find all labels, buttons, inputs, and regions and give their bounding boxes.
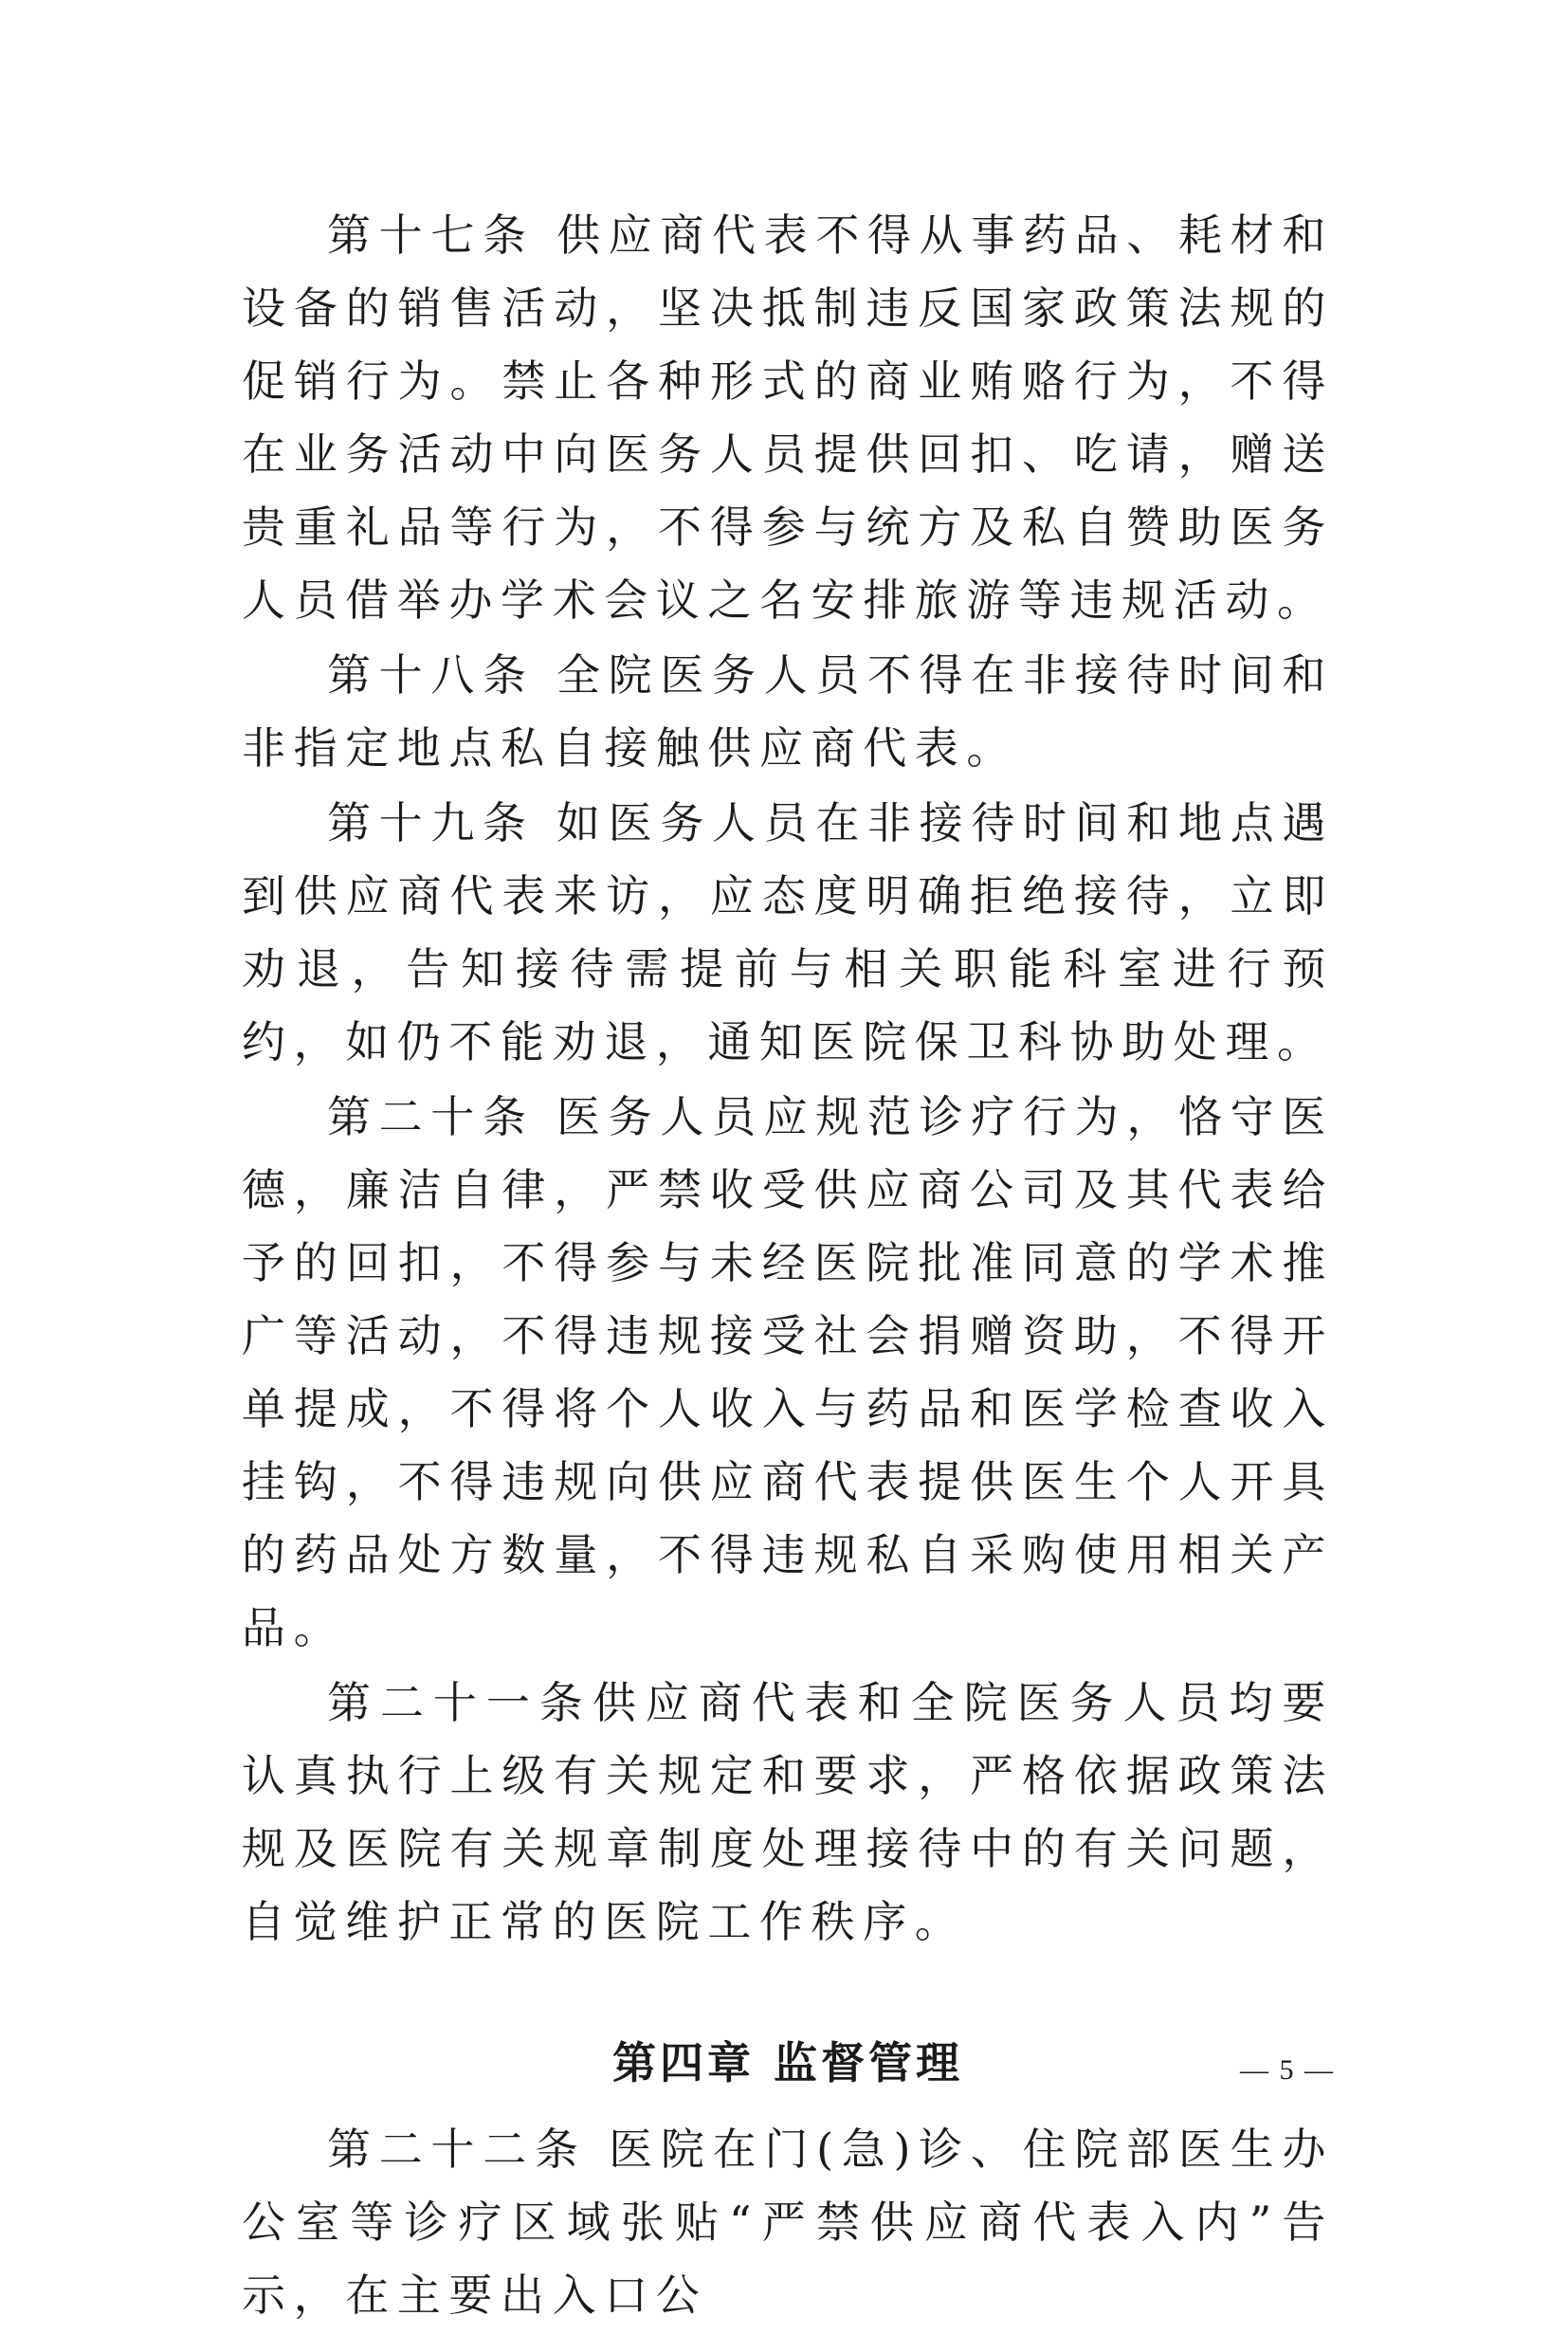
- article-text: 医院在门(急)诊、住院部医生办公室等诊疗区域张贴“严禁供应商代表入内”告示，在主要出入口公: [242, 2124, 1334, 2321]
- article-22: [242, 2113, 1334, 2332]
- article-21: [242, 1667, 1334, 1959]
- chapter-title: 第四章 监督管理: [611, 2037, 963, 2088]
- article-number: 第二十二条: [327, 2124, 587, 2175]
- article-number: 第二十条: [327, 1091, 535, 1142]
- page-number: — 5 —: [1240, 2054, 1335, 2086]
- article-text: 如医务人员在非接待时间和地点遇到供应商代表来访，应态度明确拒绝接待，立即劝退，告知接待需提前与相关职能科室进行预约，如仍不能劝退，通知医院保卫科协助处理。: [242, 797, 1334, 1067]
- article-number: 第二十一条: [327, 1677, 593, 1728]
- article-19: [242, 787, 1334, 1079]
- article-18: [242, 639, 1334, 785]
- article-number: 第十九条: [327, 797, 535, 848]
- article-number: 第十八条: [327, 649, 535, 701]
- document-body: [242, 199, 1334, 2334]
- article-text: 供应商代表和全院医务人员均要认真执行上级有关规定和要求，严格依据政策法规及医院有关规章制度处理接待中的有关问题，自觉维护正常的医院工作秩序。: [242, 1677, 1335, 1947]
- article-17: [242, 199, 1334, 637]
- article-20: [242, 1081, 1334, 1665]
- article-text: 供应商代表不得从事药品、耗材和设备的销售活动，坚决抵制违反国家政策法规的促销行为。禁止各种形式的商业贿赂行为，不得在业务活动中向医务人员提供回扣、吃请，赠送贵重礼品等行为，不得参与统方及私自赞助医务人员借举办学术会议之名安排旅游等违规活动。: [242, 210, 1334, 626]
- article-text: 医务人员应规范诊疗行为，恪守医德，廉洁自律，严禁收受供应商公司及其代表给予的回扣，不得参与未经医院批准同意的学术推广等活动，不得违规接受社会捐赠资助，不得开单提成，不得将个人收入与药品和医学检查收入挂钩，不得违规向供应商代表提供医生个人开具的药品处方数量，不得违规私自采购使用相关产品。: [242, 1091, 1334, 1653]
- article-number: 第十七条: [327, 210, 535, 261]
- article-text: 全院医务人员不得在非接待时间和非指定地点私自接触供应商代表。: [242, 649, 1334, 774]
